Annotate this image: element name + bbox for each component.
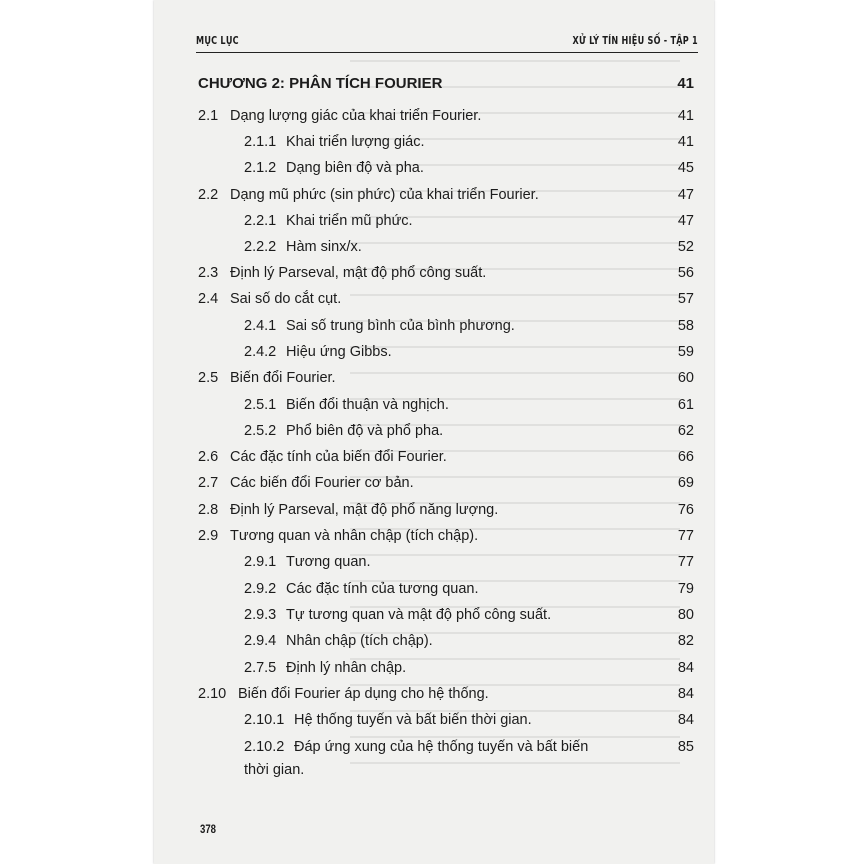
toc-entry-number: 2.5: [198, 370, 219, 386]
toc-entry-title: Sai số do cắt cụt.: [230, 291, 342, 307]
toc-entry-number: 2.3: [198, 265, 219, 281]
toc-entry-number: 2.1.1: [244, 134, 277, 150]
toc-entry-page: 45: [677, 160, 694, 176]
toc-entry-number: 2.2.1: [244, 213, 277, 229]
toc-entry-title: Dạng lượng giác của khai triển Fourier.: [230, 108, 482, 124]
toc-entry-page: 57: [677, 291, 694, 307]
toc-entry-page: 77: [677, 528, 694, 544]
toc-entry-page: 84: [677, 686, 694, 702]
toc-entry-number: 2.9.1: [244, 554, 277, 570]
toc-entry-page: 41: [677, 134, 694, 150]
toc-entry-page: 41: [677, 108, 694, 124]
toc-entry-page: 59: [677, 344, 694, 360]
toc-entry-number: 2.4.1: [244, 318, 277, 334]
chapter-page: 41: [677, 75, 694, 92]
toc-entry-number: 2.10.2: [244, 739, 285, 755]
toc-entry-number: 2.9: [198, 528, 219, 544]
toc-entry-number: 2.4: [198, 291, 219, 307]
toc-entry-number: 2.4.2: [244, 344, 277, 360]
toc-entry-number: 2.7.5: [244, 660, 277, 676]
chapter-title: CHƯƠNG 2: PHÂN TÍCH FOURIER: [198, 75, 443, 92]
toc-entry-title: Hàm sinx/x.: [286, 239, 362, 255]
toc-entry-title: Các biến đổi Fourier cơ bản.: [230, 475, 414, 491]
running-head-left: MỤC LỤC: [196, 34, 239, 47]
toc-entry-title: Phổ biên độ và phổ pha.: [286, 423, 444, 439]
toc-entry-title: Các đặc tính của biến đổi Fourier.: [230, 449, 447, 465]
toc-entry-number: 2.9.4: [244, 633, 277, 649]
toc-entry-title: Biến đổi Fourier áp dụng cho hệ thống.: [238, 686, 489, 702]
toc-entry-title: Định lý Parseval, mật độ phổ công suất.: [230, 265, 487, 281]
toc-entry-page: 84: [677, 712, 694, 728]
toc-entry-number: 2.1: [198, 108, 219, 124]
toc-entry-number: 2.9.2: [244, 581, 277, 597]
toc-entry-title: Hiệu ứng Gibbs.: [286, 344, 392, 360]
toc-entry-page: 82: [677, 633, 694, 649]
toc-entry-page: 58: [677, 318, 694, 334]
toc-entry-title: Định lý nhân chập.: [286, 660, 407, 676]
toc-entry-page: 79: [677, 581, 694, 597]
toc-entry-title: Tự tương quan và mật độ phổ công suất.: [286, 607, 552, 623]
toc-entry-page: 56: [677, 265, 694, 281]
toc-entry-title: Dạng mũ phức (sin phức) của khai triển Fourier.: [230, 187, 539, 203]
toc-entry-page: 77: [677, 554, 694, 570]
toc-entry-page: 47: [677, 213, 694, 229]
toc-entry-number: 2.8: [198, 502, 219, 518]
toc-entry-page: 76: [677, 502, 694, 518]
toc-entry-title: Đáp ứng xung của hệ thống tuyến và bất biến: [294, 739, 589, 755]
toc-entry-title: Tương quan.: [286, 554, 371, 570]
running-head: [196, 32, 698, 53]
toc-entry-page: 60: [677, 370, 694, 386]
toc-entry-page: 66: [677, 449, 694, 465]
toc-entry-title: Nhân chập (tích chập).: [286, 633, 433, 649]
toc-entry-title: Khai triển mũ phức.: [286, 213, 413, 229]
page-number: 378: [200, 822, 217, 836]
toc-entry-number: 2.1.2: [244, 160, 277, 176]
toc-entry-title: Biến đổi Fourier.: [230, 370, 336, 386]
toc-entry-title: Biến đổi thuận và nghịch.: [286, 397, 449, 413]
toc-entry-page: 85: [677, 739, 694, 755]
toc-entry-page: 52: [677, 239, 694, 255]
toc-entry-title: Các đặc tính của tương quan.: [286, 581, 479, 597]
running-head-right: XỬ LÝ TÍN HIỆU SỐ - TẬP 1: [572, 34, 698, 47]
toc-entry-title: Dạng biên độ và pha.: [286, 160, 424, 176]
toc-entry-title: Hệ thống tuyến và bất biến thời gian.: [294, 712, 532, 728]
toc-entry-title: Định lý Parseval, mật độ phổ năng lượng.: [230, 502, 499, 518]
toc-entry-number: 2.2.2: [244, 239, 277, 255]
toc-entry-number: 2.10: [198, 686, 227, 702]
toc-entry-page: 84: [677, 660, 694, 676]
toc-entry-title: Sai số trung bình của bình phương.: [286, 318, 515, 334]
toc-entry-number: 2.5.2: [244, 423, 277, 439]
toc-entry-number: 2.10.1: [244, 712, 285, 728]
toc-entry-page: 61: [677, 397, 694, 413]
toc-entry-title: Khai triển lượng giác.: [286, 134, 425, 150]
toc-entry-page: 47: [677, 187, 694, 203]
toc-entry-number: 2.6: [198, 449, 219, 465]
toc-entry-number: 2.2: [198, 187, 219, 203]
toc-entry-page: 80: [677, 607, 694, 623]
toc-entry-continuation: thời gian.: [244, 762, 305, 778]
toc-entry-page: 62: [677, 423, 694, 439]
toc-entry-number: 2.9.3: [244, 607, 277, 623]
toc-entry-number: 2.5.1: [244, 397, 277, 413]
toc-entry-title: Tương quan và nhân chập (tích chập).: [230, 528, 479, 544]
toc-entry-number: 2.7: [198, 475, 219, 491]
toc-entry-page: 69: [677, 475, 694, 491]
